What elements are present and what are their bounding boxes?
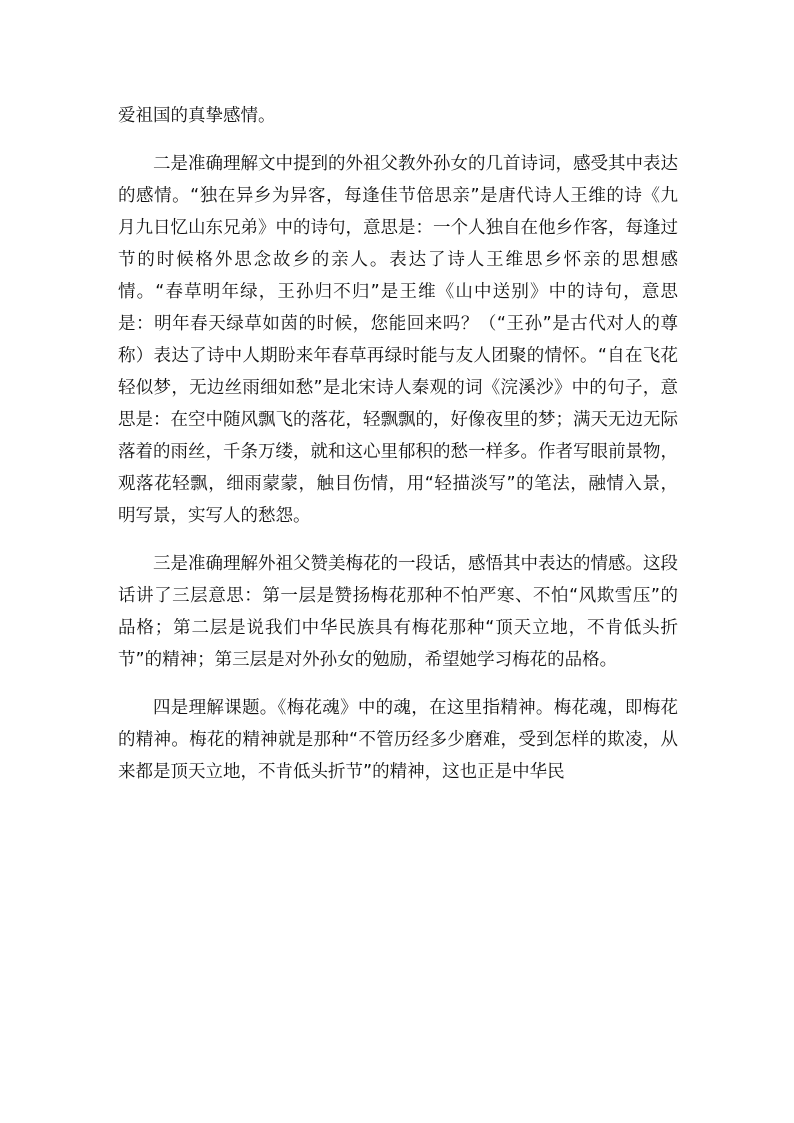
paragraph-point-two: 二是准确理解文中提到的外祖父教外孙女的几首诗词，感受其中表达的感情。“独在异乡为异客，每逢佳节倍思亲”是唐代诗人王维的诗《九月九日忆山东兄弟》中的诗句，意思是：一个人独自在他乡作客，每逢过节的时候格外思念故乡的亲人。表达了诗人王维思乡怀亲的思想感情。“春草明年绿，王孙归不归”是王维《山中送别》中的诗句，意思是：明年春天绿草如茵的时候，您能回来吗？（“王孙”是古代对人的尊称）表达了诗中人期盼来年春草再绿时能与友人团聚的情怀。“自在飞花轻似梦，无边丝雨细如愁”是北宋诗人秦观的词《浣溪沙》中的句子，意思是：在空中随风飘飞的落花，轻飘飘的，好像夜里的梦；满天无边无际落着的雨丝，千条万缕，就和这心里郁积的愁一样多。作者写眼前景物，观落花轻飘，细雨蒙蒙，触目伤情，用“轻描淡写”的笔法，融情入景，明写景，实写人的愁怨。: [118, 154, 678, 526]
paragraph-point-three: 三是准确理解外祖父赞美梅花的一段话，感悟其中表达的情感。这段话讲了三层意思：第一层是赞扬梅花那种不怕严寒、不怕“风欺雪压”的品格；第二层是说我们中华民族具有梅花那种“顶天立地，不肯低头折节”的精神；第三层是对外孙女的勉励，希望她学习梅花的品格。: [118, 554, 678, 670]
document-body: [118, 100, 678, 788]
paragraph-continuation: 爱祖国的真挚感情。: [118, 106, 276, 126]
paragraph-point-four: 四是理解课题。《梅花魂》中的魂，在这里指精神。梅花魂，即梅花的精神。梅花的精神就是那种“不管历经多少磨难，受到怎样的欺凌，从来都是顶天立地，不肯低头折节”的精神，这也正是中华民: [118, 698, 678, 782]
